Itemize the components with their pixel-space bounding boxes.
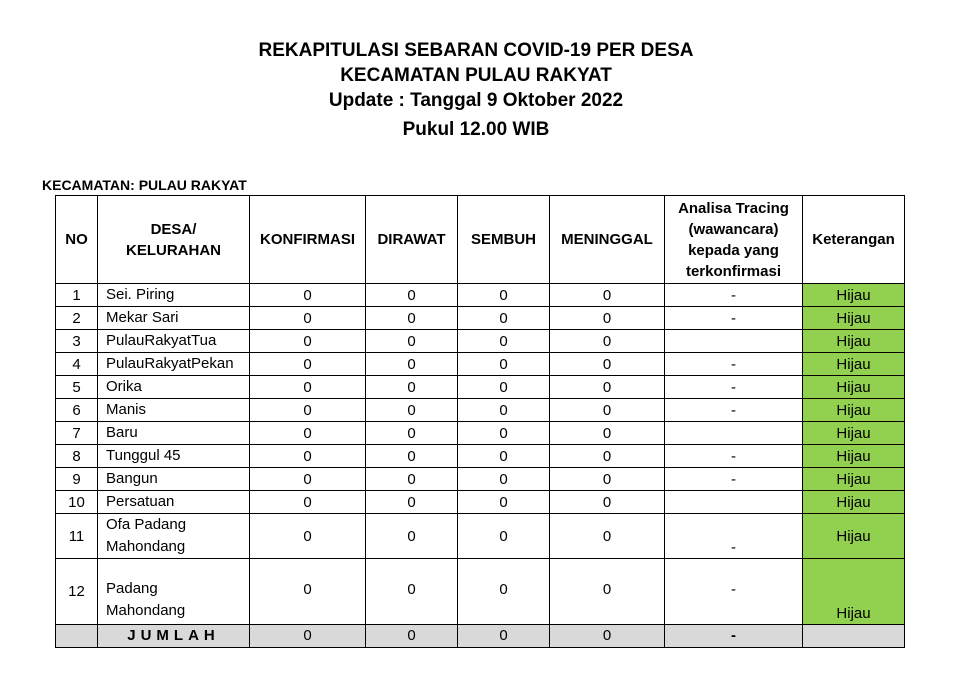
- cell-analisa: -: [665, 376, 803, 399]
- status-badge: Hijau: [803, 307, 905, 330]
- table-row: [56, 514, 905, 559]
- cell-analisa: -: [665, 399, 803, 422]
- cell-no: 7: [56, 422, 98, 445]
- cell-no: 2: [56, 307, 98, 330]
- cell-konfirmasi: 0: [250, 559, 366, 625]
- cell-konfirmasi: 0: [250, 284, 366, 307]
- cell-no: 3: [56, 330, 98, 353]
- cell-sembuh: 0: [458, 559, 550, 625]
- cell-sembuh: 0: [458, 284, 550, 307]
- cell-no: 12: [56, 559, 98, 625]
- status-badge: Hijau: [803, 468, 905, 491]
- cell-desa: Sei. Piring: [98, 284, 250, 307]
- header-desa-line2: KELURAHAN: [126, 241, 221, 259]
- cell-sembuh: 0: [458, 376, 550, 399]
- status-badge: Hijau: [803, 422, 905, 445]
- status-badge: Hijau: [803, 330, 905, 353]
- header-no: NO: [56, 196, 98, 284]
- report-title-block: [0, 38, 952, 142]
- cell-analisa: -: [665, 445, 803, 468]
- cell-no: 4: [56, 353, 98, 376]
- header-analisa-line2: (wawancara): [688, 220, 779, 238]
- cell-desa-line1: Padang: [106, 580, 158, 597]
- total-konfirmasi: 0: [250, 625, 366, 648]
- cell-konfirmasi: 0: [250, 353, 366, 376]
- cell-no: 11: [56, 514, 98, 559]
- cell-analisa: -: [665, 307, 803, 330]
- cell-analisa: -: [665, 559, 803, 625]
- cell-dirawat: 0: [366, 514, 458, 559]
- table-row: [56, 422, 905, 445]
- cell-sembuh: 0: [458, 330, 550, 353]
- cell-meninggal: 0: [550, 353, 665, 376]
- cell-no: 10: [56, 491, 98, 514]
- table-row: [56, 399, 905, 422]
- table-row: [56, 491, 905, 514]
- table-row: [56, 353, 905, 376]
- cell-meninggal: 0: [550, 422, 665, 445]
- cell-analisa: -: [665, 353, 803, 376]
- cell-desa: Manis: [98, 399, 250, 422]
- cell-desa: Orika: [98, 376, 250, 399]
- cell-desa-line2: Mahondang: [106, 538, 186, 555]
- cell-meninggal: 0: [550, 445, 665, 468]
- table-row: [56, 445, 905, 468]
- cell-sembuh: 0: [458, 468, 550, 491]
- cell-no: 8: [56, 445, 98, 468]
- cell-meninggal: 0: [550, 376, 665, 399]
- cell-desa: Baru: [98, 422, 250, 445]
- cell-no: 5: [56, 376, 98, 399]
- cell-desa: [98, 514, 250, 559]
- cell-desa: Mekar Sari: [98, 307, 250, 330]
- cell-desa: Persatuan: [98, 491, 250, 514]
- cell-desa: Tunggul 45: [98, 445, 250, 468]
- cell-konfirmasi: 0: [250, 422, 366, 445]
- cell-sembuh: 0: [458, 307, 550, 330]
- cell-dirawat: 0: [366, 284, 458, 307]
- cell-desa: [98, 559, 250, 625]
- status-badge: Hijau: [803, 376, 905, 399]
- cell-desa: PulauRakyatPekan: [98, 353, 250, 376]
- cell-meninggal: 0: [550, 307, 665, 330]
- cell-sembuh: 0: [458, 399, 550, 422]
- cell-dirawat: 0: [366, 330, 458, 353]
- cell-meninggal: 0: [550, 468, 665, 491]
- total-row: [56, 625, 905, 648]
- cell-meninggal: 0: [550, 559, 665, 625]
- header-dirawat: DIRAWAT: [366, 196, 458, 284]
- cell-sembuh: 0: [458, 514, 550, 559]
- header-analisa: [665, 196, 803, 284]
- header-sembuh: SEMBUH: [458, 196, 550, 284]
- cell-desa-line2: Mahondang: [106, 602, 186, 619]
- cell-dirawat: 0: [366, 307, 458, 330]
- cell-konfirmasi: 0: [250, 468, 366, 491]
- cell-dirawat: 0: [366, 376, 458, 399]
- header-desa: [98, 196, 250, 284]
- report-title: REKAPITULASI SEBARAN COVID-19 PER DESA: [258, 40, 694, 61]
- cell-dirawat: 0: [366, 491, 458, 514]
- cell-sembuh: 0: [458, 422, 550, 445]
- cell-desa: Bangun: [98, 468, 250, 491]
- total-no-cell: [56, 625, 98, 648]
- cell-sembuh: 0: [458, 445, 550, 468]
- cell-analisa: [665, 422, 803, 445]
- total-dirawat: 0: [366, 625, 458, 648]
- status-badge: Hijau: [803, 445, 905, 468]
- header-meninggal: MENINGGAL: [550, 196, 665, 284]
- cell-konfirmasi: 0: [250, 445, 366, 468]
- header-keterangan: Keterangan: [803, 196, 905, 284]
- total-analisa: -: [665, 625, 803, 648]
- status-badge: Hijau: [803, 284, 905, 307]
- status-badge: Hijau: [803, 399, 905, 422]
- header-analisa-line1: Analisa Tracing: [678, 199, 789, 217]
- cell-konfirmasi: 0: [250, 376, 366, 399]
- cell-analisa: [665, 491, 803, 514]
- cell-analisa: -: [665, 514, 803, 559]
- cell-konfirmasi: 0: [250, 307, 366, 330]
- cell-dirawat: 0: [366, 399, 458, 422]
- table-header-row: [56, 196, 905, 284]
- status-badge: Hijau: [803, 559, 905, 625]
- cell-desa: PulauRakyatTua: [98, 330, 250, 353]
- cell-desa-line1: Ofa Padang: [106, 516, 187, 533]
- table-row: [56, 330, 905, 353]
- status-badge: Hijau: [803, 353, 905, 376]
- total-meninggal: 0: [550, 625, 665, 648]
- cell-konfirmasi: 0: [250, 514, 366, 559]
- cell-analisa: -: [665, 284, 803, 307]
- cell-sembuh: 0: [458, 353, 550, 376]
- report-update-date: Update : Tanggal 9 Oktober 2022: [328, 90, 624, 111]
- cell-dirawat: 0: [366, 422, 458, 445]
- cell-sembuh: 0: [458, 491, 550, 514]
- total-label: JUMLAH: [98, 625, 250, 648]
- table-row: [56, 376, 905, 399]
- cell-meninggal: 0: [550, 491, 665, 514]
- total-sembuh: 0: [458, 625, 550, 648]
- status-badge: Hijau: [803, 491, 905, 514]
- cell-konfirmasi: 0: [250, 491, 366, 514]
- cell-konfirmasi: 0: [250, 399, 366, 422]
- cell-meninggal: 0: [550, 399, 665, 422]
- status-badge: Hijau: [803, 514, 905, 559]
- cell-meninggal: 0: [550, 284, 665, 307]
- cell-meninggal: 0: [550, 330, 665, 353]
- cell-dirawat: 0: [366, 353, 458, 376]
- cell-konfirmasi: 0: [250, 330, 366, 353]
- cell-meninggal: 0: [550, 514, 665, 559]
- table-row: [56, 468, 905, 491]
- cell-analisa: -: [665, 468, 803, 491]
- header-analisa-line3: kepada yang: [688, 241, 779, 259]
- header-analisa-line4: terkonfirmasi: [685, 262, 782, 280]
- cell-dirawat: 0: [366, 445, 458, 468]
- table-row: [56, 284, 905, 307]
- cell-no: 9: [56, 468, 98, 491]
- cell-no: 1: [56, 284, 98, 307]
- cell-analisa: [665, 330, 803, 353]
- total-keterangan: [803, 625, 905, 648]
- header-konfirmasi: KONFIRMASI: [250, 196, 366, 284]
- table-row: [56, 559, 905, 625]
- district-subheading: KECAMATAN: PULAU RAKYAT: [42, 177, 247, 193]
- cell-dirawat: 0: [366, 559, 458, 625]
- covid-recap-table: [55, 195, 905, 648]
- cell-dirawat: 0: [366, 468, 458, 491]
- report-update-time: Pukul 12.00 WIB: [402, 119, 550, 140]
- table-row: [56, 307, 905, 330]
- header-desa-line1: DESA/: [150, 220, 197, 238]
- report-subtitle-district: KECAMATAN PULAU RAKYAT: [340, 65, 612, 86]
- cell-no: 6: [56, 399, 98, 422]
